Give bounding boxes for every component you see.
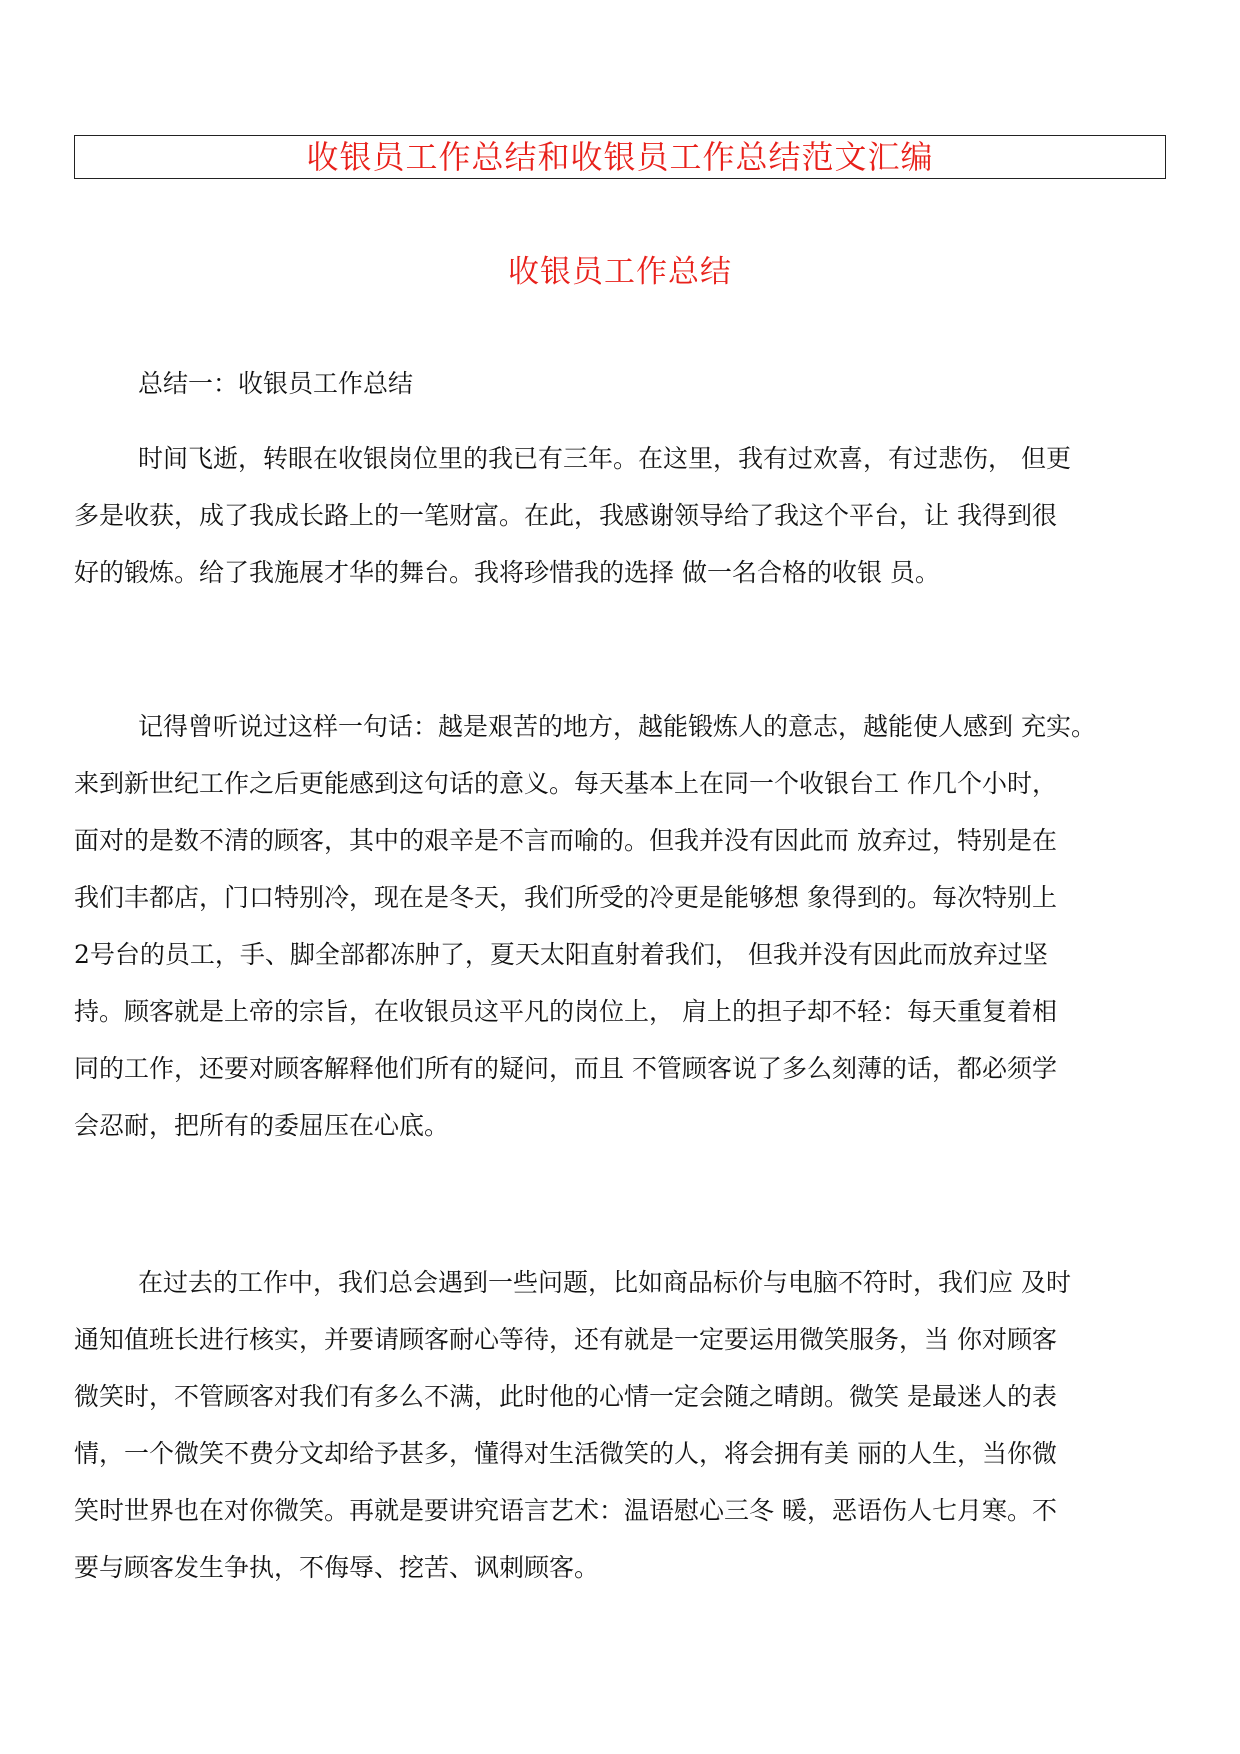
paragraph-3 (74, 1254, 1194, 1596)
paragraph-2 (74, 698, 1194, 1154)
paragraph-line: 来到新世纪工作之后更能感到这句话的意义。每天基本上在同一个收银台工 作几个小时， (74, 769, 1057, 798)
paragraph-1 (74, 430, 1194, 601)
paragraph-line: 持。顾客就是上帝的宗旨，在收银员这平凡的岗位上， 肩上的担子却不轻：每天重复着相 (74, 997, 1057, 1026)
paragraph-line: 笑时世界也在对你微笑。再就是要讲究语言艺术：温语慰心三冬 暖，恶语伤人七月寒。不 (74, 1496, 1057, 1525)
section-title: 收银员工作总结 (508, 254, 732, 290)
paragraph-line: 微笑时，不管顾客对我们有多么不满，此时他的心情一定会随之晴朗。微笑 是最迷人的表 (74, 1382, 1057, 1411)
paragraph-line: 通知值班长进行核实，并要请顾客耐心等待，还有就是一定要运用微笑服务，当 你对顾客 (74, 1325, 1057, 1354)
paragraph-line: 面对的是数不清的顾客，其中的艰辛是不言而喻的。但我并没有因此而 放弃过，特别是在 (74, 826, 1057, 855)
paragraph-line: 会忍耐，把所有的委屈压在心底。 (74, 1111, 450, 1140)
paragraph-line: 我们丰都店，门口特别冷，现在是冬天，我们所受的冷更是能够想 象得到的。每次特别上 (74, 883, 1057, 912)
paragraph-line: 情，一个微笑不费分文却给予甚多，懂得对生活微笑的人，将会拥有美 丽的人生，当你微 (74, 1439, 1057, 1468)
paragraph-line: 好的锻炼。给了我施展才华的舞台。我将珍惜我的选择 做一名合格的收银 员。 (74, 558, 940, 587)
paragraph-line: 多是收获，成了我成长路上的一笔财富。在此，我感谢领导给了我这个平台，让 我得到很 (74, 501, 1057, 530)
paragraph-line: 要与顾客发生争执，不侮辱、挖苦、讽刺顾客。 (74, 1553, 600, 1582)
paragraph-line: 记得曾听说过这样一句话：越是艰苦的地方，越能锻炼人的意志，越能使人感到 充实。 (138, 712, 1096, 741)
paragraph-line: 2号台的员工，手、脚全部都冻肿了，夏天太阳直射着我们， 但我并没有因此而放弃过坚 (74, 940, 1048, 969)
subheading: 总结一：收银员工作总结 (138, 369, 414, 398)
document-title: 收银员工作总结和收银员工作总结范文汇编 (306, 138, 934, 176)
paragraph-line: 在过去的工作中，我们总会遇到一些问题，比如商品标价与电脑不符时，我们应 及时 (138, 1268, 1071, 1297)
paragraph-line: 时间飞逝，转眼在收银岗位里的我已有三年。在这里，我有过欢喜，有过悲伤， 但更 (138, 444, 1071, 473)
title-box (74, 135, 1166, 179)
paragraph-line: 同的工作，还要对顾客解释他们所有的疑问，而且 不管顾客说了多么刻薄的话，都必须学 (74, 1054, 1057, 1083)
